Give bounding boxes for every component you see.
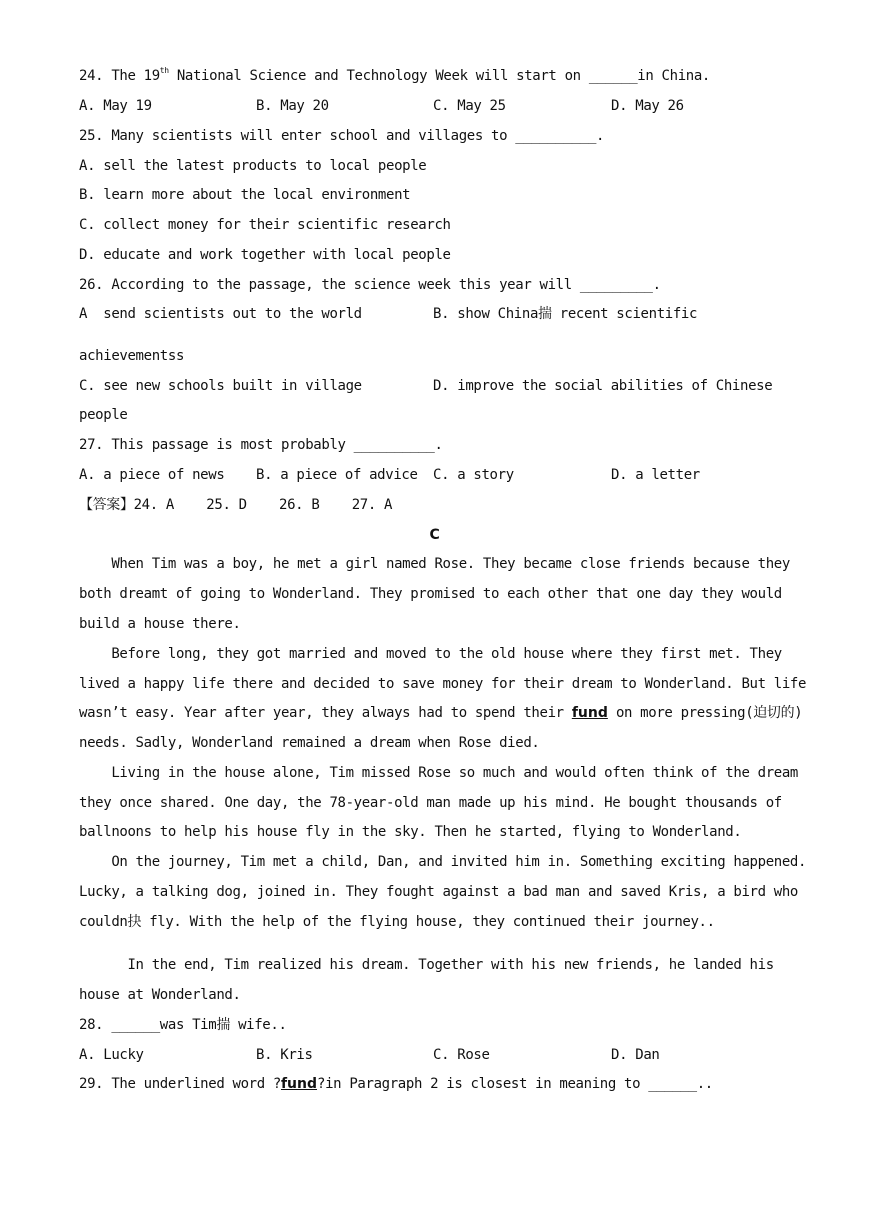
q25-stem: 25. Many scientists will enter school and villages to __________. bbox=[79, 128, 605, 144]
q27-option-a: A. a piece of news bbox=[79, 467, 225, 483]
passage-line: lived a happy life there and decided to save money for their dream to Wonderland. But life bbox=[79, 676, 807, 692]
q25-option-a: A. sell the latest products to local people bbox=[79, 158, 427, 174]
q28-option-c: C. Rose bbox=[433, 1047, 490, 1063]
underlined-word-fund: fund bbox=[571, 705, 608, 721]
passage-line: In the end, Tim realized his dream. Together with his new friends, he landed his bbox=[79, 957, 774, 973]
q26-option-d-continued: people bbox=[79, 407, 128, 423]
passage-line: wasn’t easy. Year after year, they always had to spend their fund on more pressing(迫切的) bbox=[79, 705, 803, 721]
q26-option-a: A send scientists out to the world bbox=[79, 306, 362, 322]
underlined-word-fund: fund bbox=[280, 1076, 318, 1092]
q27-option-c: C. a story bbox=[433, 467, 514, 483]
passage-line: Lucky, a talking dog, joined in. They fought against a bad man and saved Kris, a bird who bbox=[79, 884, 799, 900]
answer-key: 【答案】24. A 25. D 26. B 27. A bbox=[79, 497, 393, 513]
q27-option-d: D. a letter bbox=[611, 467, 700, 483]
q25-option-c: C. collect money for their scientific research bbox=[79, 217, 451, 233]
q29-stem: 29. The underlined word ?fund?in Paragraph 2 is closest in meaning to ______.. bbox=[79, 1076, 713, 1092]
q26-option-c: C. see new schools built in village bbox=[79, 378, 362, 394]
q24-option-c: C. May 25 bbox=[433, 98, 506, 114]
passage-line: Before long, they got married and moved to the old house where they first met. They bbox=[79, 646, 782, 662]
q28-option-d: D. Dan bbox=[611, 1047, 660, 1063]
q26-option-d: D. improve the social abilities of Chinese bbox=[433, 378, 773, 394]
passage-line: needs. Sadly, Wonderland remained a dream when Rose died. bbox=[79, 735, 540, 751]
passage-line: they once shared. One day, the 78-year-old man made up his mind. He bought thousands of bbox=[79, 795, 782, 811]
q24-option-b: B. May 20 bbox=[256, 98, 329, 114]
passage-line: Living in the house alone, Tim missed Rose so much and would often think of the dream bbox=[79, 765, 799, 781]
q26-option-b-continued: achievementss bbox=[79, 348, 185, 364]
q26-stem: 26. According to the passage, the science week this year will _________. bbox=[79, 277, 661, 293]
passage-line: couldn抉 fly. With the help of the flying house, they continued their journey.. bbox=[79, 914, 715, 930]
q28-stem: 28. ______was Tim揣 wife.. bbox=[79, 1017, 287, 1033]
q26-option-b: B. show China揣 recent scientific bbox=[433, 306, 698, 322]
q27-stem: 27. This passage is most probably __________. bbox=[79, 437, 443, 453]
q24-option-a: A. May 19 bbox=[79, 98, 152, 114]
q25-option-b: B. learn more about the local environment bbox=[79, 187, 411, 203]
q24-option-d: D. May 26 bbox=[611, 98, 684, 114]
passage-line: On the journey, Tim met a child, Dan, and invited him in. Something exciting happened. bbox=[79, 854, 807, 870]
section-c-heading: C bbox=[429, 527, 440, 543]
passage-line: When Tim was a boy, he met a girl named Rose. They became close friends because they bbox=[79, 556, 790, 572]
passage-line: both dreamt of going to Wonderland. They promised to each other that one day they would bbox=[79, 586, 782, 602]
q25-option-d: D. educate and work together with local people bbox=[79, 247, 451, 263]
q28-option-a: A. Lucky bbox=[79, 1047, 144, 1063]
q27-option-b: B. a piece of advice bbox=[256, 467, 418, 483]
passage-line: ballnoons to help his house fly in the sky. Then he started, flying to Wonderland. bbox=[79, 824, 742, 840]
passage-line: house at Wonderland. bbox=[79, 987, 241, 1003]
q24-stem: 24. The 19th National Science and Technology Week will start on ______in China. bbox=[79, 66, 711, 84]
q28-option-b: B. Kris bbox=[256, 1047, 313, 1063]
passage-line: build a house there. bbox=[79, 616, 241, 632]
